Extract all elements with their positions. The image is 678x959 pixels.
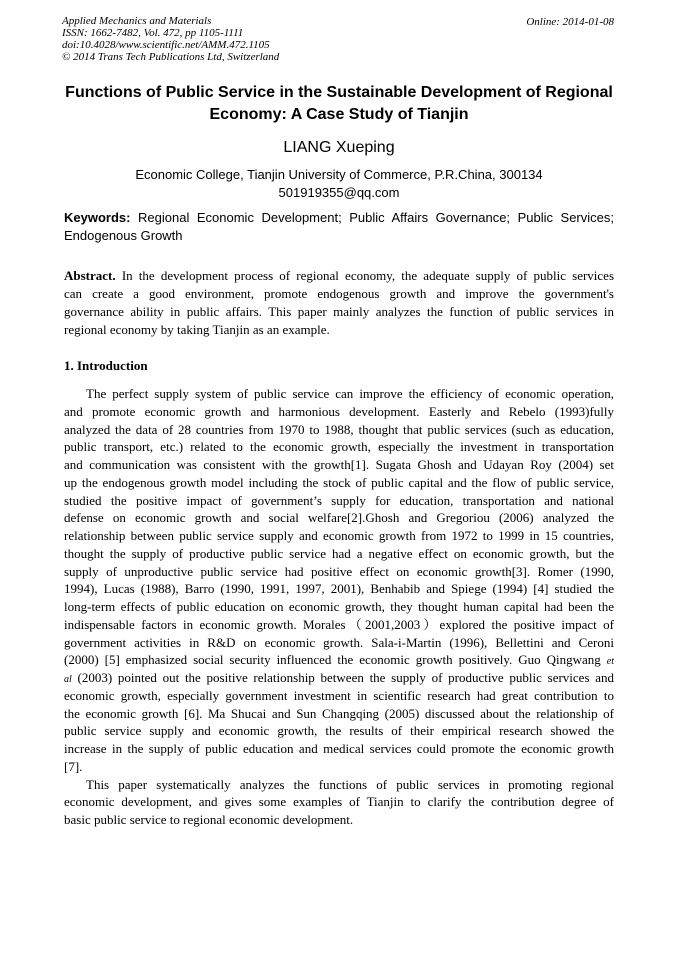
paragraph-line (64, 616, 614, 634)
author: LIANG Xueping (283, 139, 395, 156)
line-text: government activities in R&D on economic growth. Sala-i-Martin (1996), Bellettini and Ceroni (64, 634, 614, 650)
line-text: governance ability in public affairs. This paper mainly analyzes the function of public services in (64, 304, 614, 319)
paragraph-line (64, 527, 614, 545)
paper-title-line-2: Economy: A Case Study of Tianjin (209, 106, 469, 123)
paragraph-line (64, 403, 614, 421)
line-text: defense on economic growth and social welfare[2].Ghosh and Gregoriou (2006) analyzed the (64, 510, 614, 526)
line-text: and communication was consistent with the growth[1]. Sugata Ghosh and Udayan Roy (2004) set (64, 457, 614, 472)
keywords-line-2: Endogenous Growth (64, 228, 183, 243)
paragraph-line (64, 545, 614, 563)
paragraph-line (64, 705, 614, 723)
doi: doi:10.4028/www.scientific.net/AMM.472.1105 (62, 39, 270, 51)
abstract-line (64, 321, 614, 339)
line-text: long-term effects of public education on economic growth, they thought human capital had been the (64, 599, 614, 614)
paragraph-line (64, 687, 614, 705)
abstract-line (64, 267, 614, 285)
paragraph-line (64, 598, 614, 616)
copyright: © 2014 Trans Tech Publications Ltd, Switzerland (62, 51, 280, 63)
paragraph-line (64, 722, 614, 740)
line-text: (2000) [5] emphasized social security influenced the economic growth positively. Guo Qingwang (64, 652, 601, 668)
line-text: economic growth, especially government investment in scientific research had great contribution to (64, 687, 614, 703)
line-text: thought the supply of productive public service had a negative effect on economic growth, but the (64, 545, 614, 561)
line-text: analyzed the data of 28 countries from 1970 to 1988, thought that public services (such as education, (64, 421, 614, 437)
line-text: supply of unproductive public service had positive effect on economic growth[3]. Romer (1990, (64, 563, 614, 579)
paragraph-line (64, 758, 614, 776)
paragraph-line (64, 474, 614, 492)
paragraph-line (64, 509, 614, 527)
line-text: and promote economic growth and harmonious development. Easterly and Rebelo (1993)fully (64, 403, 614, 419)
abstract-line (64, 285, 614, 303)
line-text: relationship between public service supply and economic growth from 1972 to 1999 in 15 countries, (64, 528, 614, 543)
line-text: This paper systematically analyzes the functions of public services in promoting regional (86, 776, 614, 792)
line-text: The perfect supply system of public service can improve the efficiency of economic operation, (86, 386, 614, 401)
et-al-text: al (64, 674, 72, 685)
keywords-label: Keywords: (64, 210, 131, 225)
abstract-label: Abstract. (64, 268, 116, 283)
affiliation: Economic College, Tianjin University of Commerce, P.R.China, 300134 (135, 167, 543, 182)
line-text: 1994), Lucas (1988), Barro (1990, 1991, 1997, 2001), Benhabib and Spiege (1994) [4] studied the (64, 581, 614, 597)
paragraph-line (64, 669, 614, 687)
line-text: the economic growth [6]. Ma Shucai and Sun Changqing (2005) discussed about the relationship of (64, 705, 614, 721)
paragraph-line (64, 456, 614, 474)
line-text: increase in the supply of public education and medical services could promote the economic growth (64, 741, 614, 756)
line-text: public service supply and economic growth, the results of their empirical research showed the (64, 723, 614, 739)
line-text: basic public service to regional economic development. (64, 812, 354, 827)
paragraph-line (64, 793, 614, 811)
paragraph-line (64, 492, 614, 510)
section-heading-introduction: 1. Introduction (64, 358, 148, 373)
issn: ISSN: 1662-7482, Vol. 472, pp 1105-1111 (62, 27, 244, 39)
line-text: [7]. (64, 758, 83, 774)
paragraph-line (64, 811, 614, 829)
keywords-text-1: Regional Economic Development; Public Affairs Governance; Public Services; (138, 210, 614, 225)
paragraph-line (64, 563, 614, 581)
paragraph-line (86, 776, 614, 794)
paragraph-line (64, 634, 614, 652)
line-text: up the endogenous growth model including the stock of public capital and the flow of public service, (64, 474, 614, 490)
line-text: studied the positive impact of government’s supply for education, transportation and national (64, 492, 614, 508)
line-text: regional economy by taking Tianjin as an example. (64, 322, 330, 337)
keywords-line-1 (64, 210, 614, 228)
paragraph-line (64, 580, 614, 598)
paper-title-line-1: Functions of Public Service in the Sustainable Development of Regional (65, 84, 613, 101)
online-date: Online: 2014-01-08 (526, 16, 614, 28)
abstract-line (64, 303, 614, 321)
paragraph-line (64, 740, 614, 758)
line-text: indispensable factors in economic growth. Morales（2001,2003）explored the positive impact of (64, 616, 614, 632)
line-text: In the development process of regional economy, the adequate supply of public services (121, 268, 614, 283)
paragraph-line (64, 438, 614, 456)
line-text: (2003) pointed out the positive relationship between the supply of productive public services and (77, 670, 614, 685)
journal-name: Applied Mechanics and Materials (62, 15, 212, 27)
line-text: can create a good environment, promote endogenous growth and improve the government's (64, 286, 614, 301)
line-text: public transport, etc.) related to the economic growth, especially the investment in transportation (64, 439, 614, 455)
et-al-text: et (606, 656, 614, 668)
paragraph-line (86, 385, 614, 403)
paragraph-line (64, 651, 614, 669)
line-text: economic development, and gives some examples of Tianjin to clarify the contribution degree of (64, 794, 614, 810)
paragraph-line (64, 421, 614, 439)
email: 501919355@qq.com (278, 185, 400, 200)
